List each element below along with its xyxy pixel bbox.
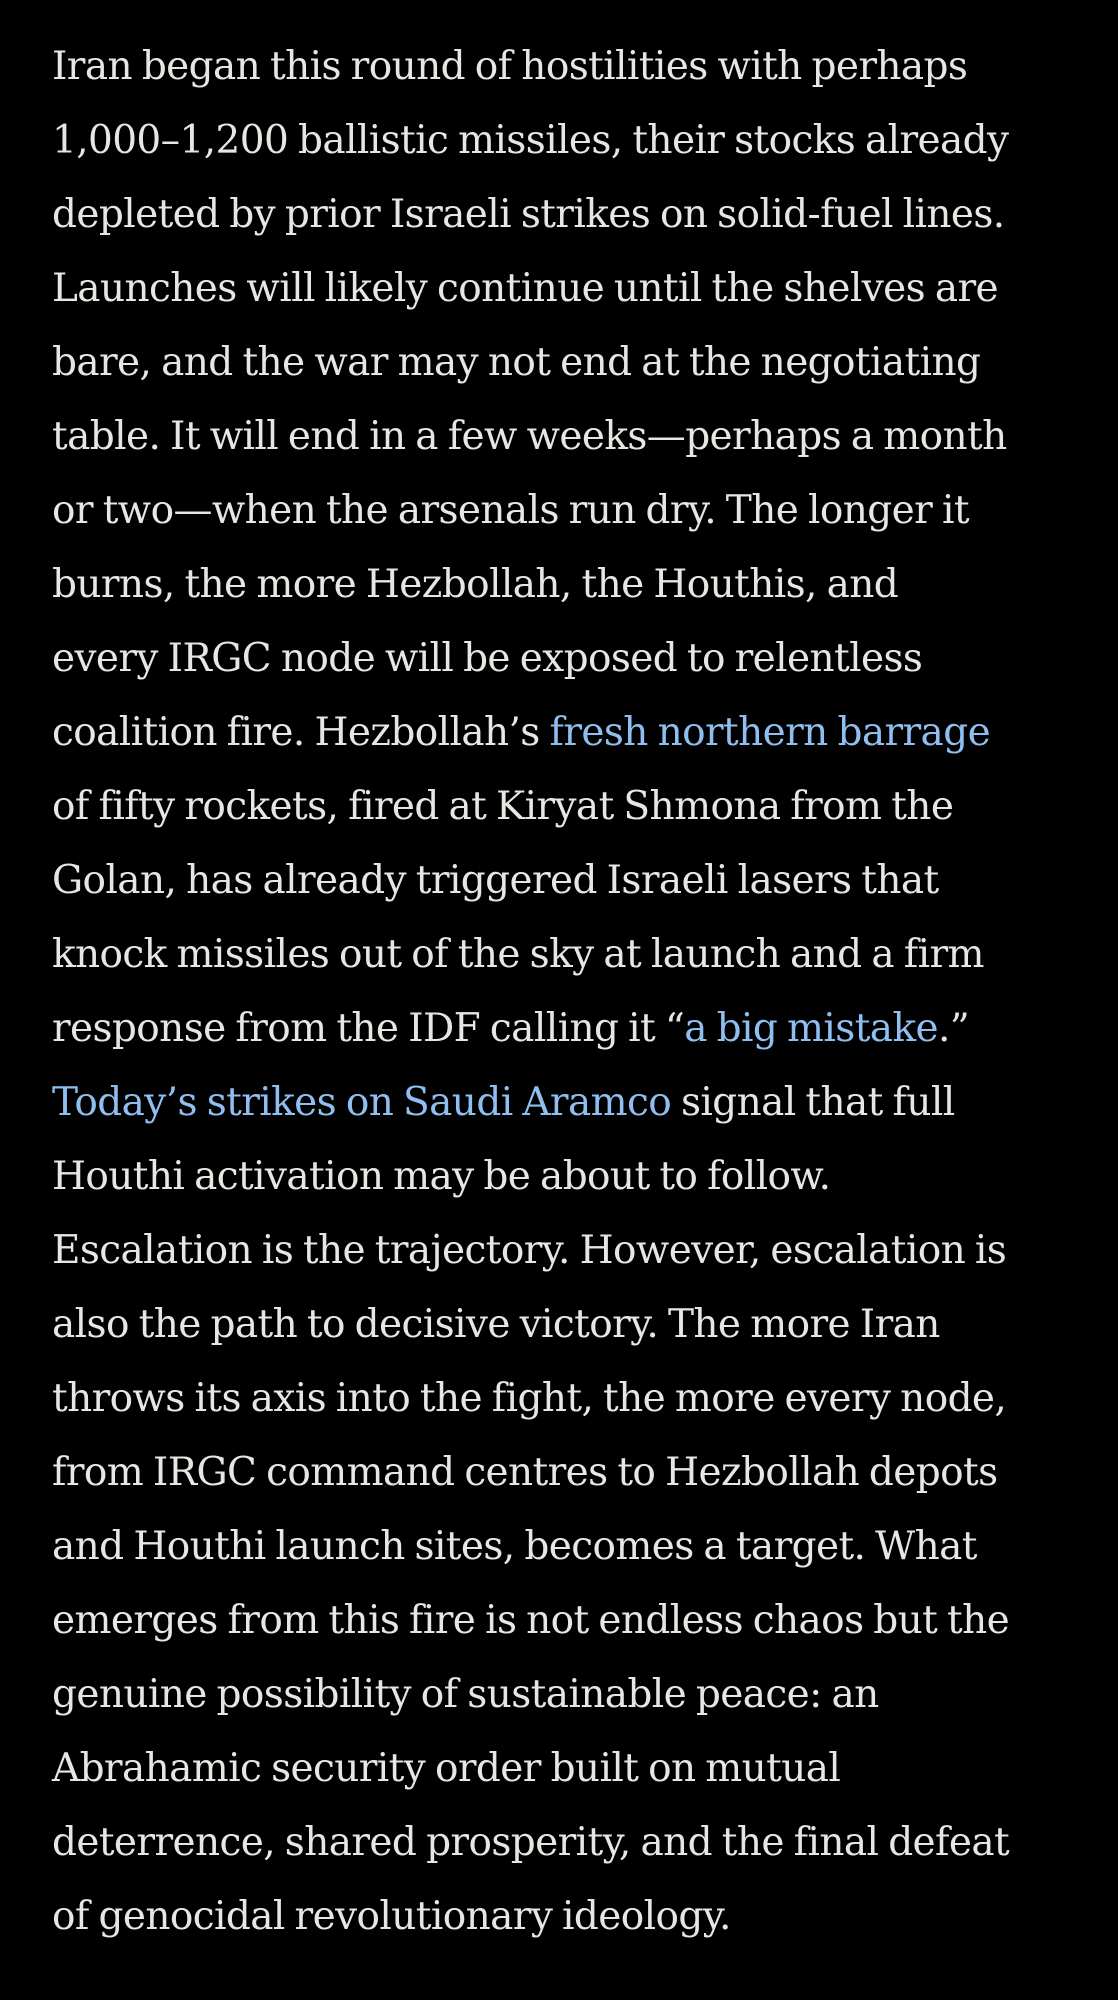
link-strikes-on-saudi-aramco[interactable]: Today’s strikes on Saudi Aramco bbox=[52, 1080, 672, 1125]
paragraph-text: .” bbox=[937, 1006, 970, 1051]
article-paragraph bbox=[52, 30, 1092, 1954]
paragraph-text: signal that full Houthi activation may be about to follow. Escalation is the trajectory. However, escalation is also the path to decisive victory. The more Iran throws its axis into the fight, the more every node, from IRGC command centres to Hezbollah depots and Houthi launch sites, becomes a target. What emerges from this fire is not endless chaos but the genuine possibility of sustainable peace: an Abrahamic security order built on mutual deterrence, shared prosperity, and the final defeat of genocidal revolutionary ideology. bbox=[52, 1080, 1010, 1939]
link-a-big-mistake[interactable]: a big mistake bbox=[684, 1006, 938, 1051]
paragraph-text: of fifty rockets, fired at Kiryat Shmona from the Golan, has already triggered Israeli lasers that knock missiles out of the sky at launch and a firm response from the IDF calling it “ bbox=[52, 784, 984, 1051]
paragraph-text: Iran began this round of hostilities with perhaps 1,000–1,200 ballistic missiles, their stocks already depleted by prior Israeli strikes on solid-fuel lines. Launches will likely continue until the shelves are bare, and the war may not end at the negotiating table. It will end in a few weeks—perhaps a month or two—when the arsenals run dry. The longer it burns, the more Hezbollah, the Houthis, and every IRGC node will be exposed to relentless coalition fire. Hezbollah’s bbox=[52, 44, 1009, 755]
article-body bbox=[52, 30, 1092, 1954]
link-fresh-northern-barrage[interactable]: fresh northern barrage bbox=[549, 710, 991, 755]
